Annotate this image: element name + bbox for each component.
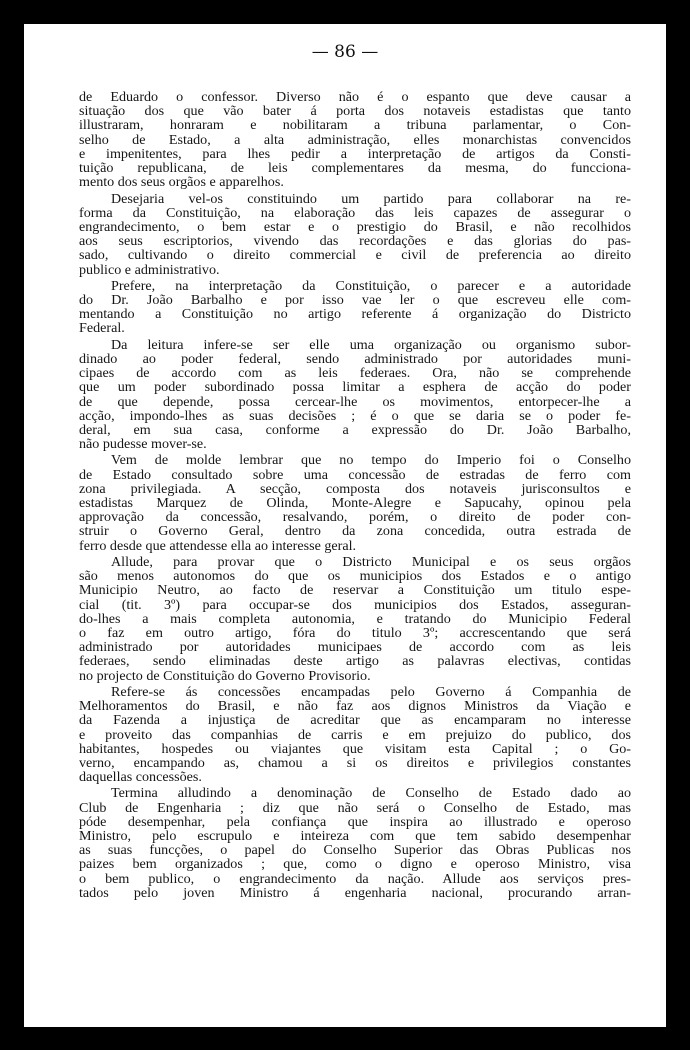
- text-line: forma da Constituição, na elaboração das leis capazes de assegurar o: [79, 205, 631, 220]
- text-line: tuição republicana, de leis complementares da mesma, do funcciona-: [79, 161, 631, 176]
- text-line: federaes, sendo eliminadas deste artigo as palavras electivas, contidas: [79, 654, 631, 669]
- paragraph: [79, 555, 631, 683]
- text-line: Melhoramentos do Brasil, e não faz aos dignos Ministros da Viação e: [79, 699, 631, 714]
- text-line: administrado por autoridades municipaes de accordo com as leis: [79, 640, 631, 655]
- text-line: dinado ao poder federal, sendo administrado por autoridades muni-: [79, 351, 631, 367]
- text-line: daquellas concessões.: [79, 770, 202, 785]
- text-line: de que depende, possa cercear-lhe os movimentos, entorpecer-lhe a: [79, 394, 631, 409]
- text-line: da Fazenda a injustiça de acreditar que as encamparam no interesse: [79, 713, 631, 728]
- text-line: acção, impondo-lhes as suas decisões ; é o que se daria se o poder fe-: [79, 408, 631, 423]
- text-line: habitantes, hospedes ou viajantes que visitam esta Capital ; o Go-: [79, 741, 631, 756]
- paragraph: [79, 279, 631, 336]
- text-line: Desejaria vel-os constituindo um partido para collaborar na re-: [111, 191, 631, 206]
- text-line: Allude, para provar que o Districto Municipal e os seus orgãos: [111, 554, 631, 570]
- text-line: publico e administrativo.: [79, 262, 220, 277]
- text-line: cial (tit. 3º) para occupar-se dos municipios dos Estados, asseguran-: [79, 597, 631, 612]
- text-line: approvação da concessão, resalvando, porém, o direito de poder con-: [79, 510, 631, 525]
- text-line: illustraram, honraram e nobilitaram a tribuna parlamentar, o Con-: [79, 118, 631, 133]
- text-line: o faz em outro artigo, fóra do titulo 3º; accrescentando que será: [79, 625, 631, 641]
- paragraph: [79, 192, 631, 277]
- text-line: Vem de molde lembrar que no tempo do Imperio foi o Conselho: [111, 453, 631, 468]
- text-line: e impenitentes, para lhes pedir a interpretação de artigos da Consti-: [79, 146, 631, 162]
- text-line: engrandecimento, o bem estar e o prestigio do Brasil, e não recolhidos: [79, 219, 631, 235]
- text-line: as suas funcções, o papel do Conselho Superior das Obras Publicas nos: [79, 843, 631, 858]
- text-line: struir o Governo Geral, dentro da zona concedida, outra estrada de: [79, 524, 631, 539]
- text-line: sado, cultivando o direito commercial e civil de preferencia ao direito: [79, 248, 631, 263]
- text-line: tados pelo joven Ministro á engenharia nacional, procurando arran-: [79, 885, 631, 901]
- text-line: Da leitura infere-se ser elle uma organização ou organismo subor-: [111, 337, 631, 352]
- text-line: zona privilegiada. A secção, composta dos notaveis jurisconsultos e: [79, 481, 631, 497]
- text-line: paizes bem organizados ; que, como o digno e operoso Ministro, visa: [79, 857, 631, 872]
- text-line: estadistas Marquez de Olinda, Monte-Alegre e Sapucahy, opinou pela: [79, 496, 631, 511]
- document-page: [24, 24, 666, 1027]
- page-number: — 86 —: [311, 42, 379, 62]
- paragraph: [79, 786, 631, 900]
- text-line: Municipio Neutro, ao facto de reservar a Constituição um titulo espe-: [79, 583, 631, 598]
- text-line: que um poder subordinado possa limitar a esphera de acção do poder: [79, 380, 631, 395]
- text-line: aos seus escriptorios, vivendo das recordações e das glorias do pas-: [79, 234, 631, 249]
- text-line: Refere-se ás concessões encampadas pelo Governo á Companhia de: [111, 684, 631, 700]
- text-line: do-lhes a mais completa autonomia, e tratando do Municipio Federal: [79, 611, 631, 626]
- text-line: Club de Engenharia ; diz que não será o Conselho de Estado, mas: [79, 800, 631, 815]
- text-line: Ministro, pelo escrupulo e inteireza com que tem sabido desempenhar: [79, 829, 631, 844]
- text-line: ferro desde que attendesse ella ao interesse geral.: [79, 538, 357, 553]
- text-line: mento dos seus orgãos e apparelhos.: [79, 175, 284, 190]
- paragraph: [79, 338, 631, 452]
- text-line: e proveito das companhias de carris e em prejuizo do publico, dos: [79, 727, 631, 742]
- text-line: cipaes de accordo com as leis federaes. Ora, não se comprehende: [79, 366, 631, 381]
- paragraph: [79, 685, 631, 784]
- paragraph: [79, 453, 631, 552]
- text-line: deral, em sua casa, conforme a expressão do Dr. João Barbalho,: [79, 422, 631, 438]
- text-line: situação dos que vão bater á porta dos notaveis estadistas que tanto: [79, 104, 631, 119]
- text-line: verno, encampando as, chamou a si os direitos e privilegios constantes: [79, 755, 631, 771]
- text-line: de Estado consultado sobre uma concessão de estradas de ferro com: [79, 467, 631, 482]
- text-line: Termina alludindo a denominação de Conselho de Estado dado ao: [111, 786, 631, 801]
- text-line: não pudesse mover-se.: [79, 437, 207, 452]
- body-text: [79, 90, 631, 902]
- text-line: são menos autonomos do que os municipios dos Estados e o antigo: [79, 569, 631, 584]
- text-line: o bem publico, o engrandecimento da nação. Allude aos serviços pres-: [79, 871, 631, 886]
- text-line: Prefere, na interpretação da Constituição, o parecer e a autoridade: [111, 278, 631, 294]
- paragraph: [79, 90, 631, 189]
- text-line: selho de Estado, a alta administração, elles monarchistas convencidos: [79, 132, 631, 147]
- text-line: mentando a Constituição no artigo referente á organização do Districto: [79, 307, 631, 322]
- text-line: do Dr. João Barbalho e por isso vae ler o que escreveu elle com-: [79, 293, 631, 308]
- text-line: de Eduardo o confessor. Diverso não é o espanto que deve causar a: [79, 90, 631, 105]
- text-line: Federal.: [79, 321, 125, 336]
- text-line: póde desempenhar, pela confiança que inspira ao illustrado e operoso: [79, 814, 631, 830]
- text-line: no projecto de Constituição do Governo Provisorio.: [79, 668, 371, 683]
